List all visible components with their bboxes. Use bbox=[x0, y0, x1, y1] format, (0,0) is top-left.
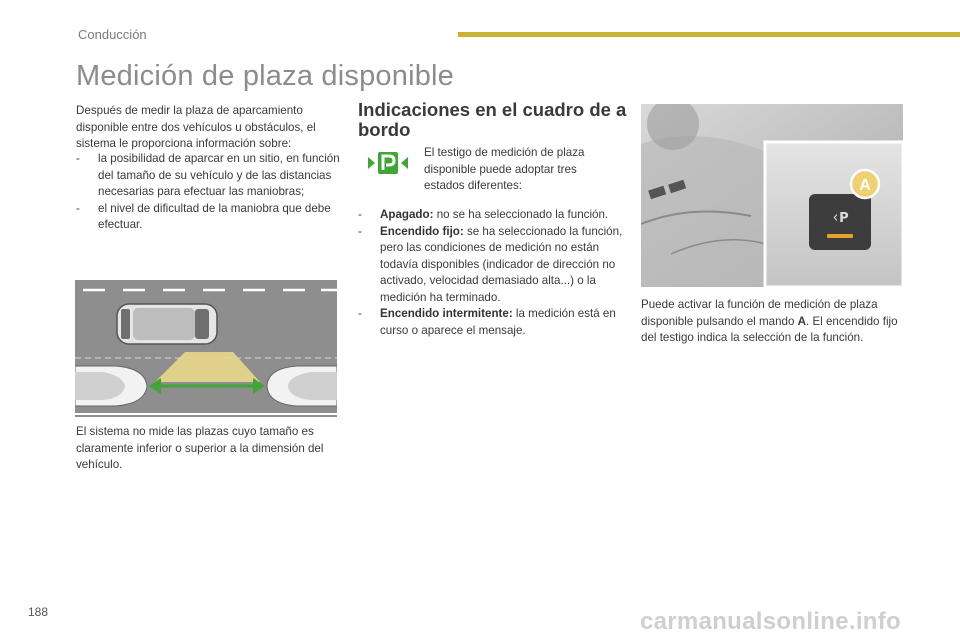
info-list bbox=[76, 151, 344, 234]
state-name: Encendido fijo: bbox=[380, 224, 464, 238]
list-item-text: el nivel de dificultad de la maniobra que debe efectuar. bbox=[98, 201, 331, 231]
list-item-text: la posibilidad de aparcar en un sitio, en función del tamaño de su vehículo y de las distancias necesarias para efectuar las maniobras; bbox=[98, 152, 340, 198]
state-description: la medición está en curso o aparece el mensaje. bbox=[380, 307, 616, 337]
list-item bbox=[358, 224, 626, 307]
state-description: se ha seleccionado la función, pero las condiciones de medición no están todavía disponibles (indicador de dirección no activado, velocidad demasiado alta...) o la medición ha terminado. bbox=[380, 224, 623, 304]
note-paragraph: El sistema no mide las plazas cuyo tamaño es claramente inferior o superior a la dimensión del vehículo. bbox=[76, 425, 324, 471]
park-assist-button-symbol: ᚲP bbox=[831, 211, 849, 226]
section-label: Conducción bbox=[78, 27, 147, 42]
list-item bbox=[76, 201, 344, 234]
state-name: Apagado: bbox=[380, 208, 434, 221]
list-item bbox=[358, 306, 626, 339]
page-title: Medición de plaza disponible bbox=[76, 60, 455, 92]
activation-paragraph bbox=[641, 297, 909, 347]
callout-a-icon bbox=[851, 170, 879, 198]
activation-text: Puede activar la función de medición de plaza disponible pulsando el mando bbox=[641, 298, 878, 328]
list-dash: - bbox=[358, 224, 362, 238]
list-item bbox=[76, 151, 344, 201]
list-dash: - bbox=[76, 152, 80, 165]
states-list bbox=[358, 207, 626, 339]
watermark: carmanualsonline.info bbox=[640, 608, 902, 635]
callout-letter: A bbox=[859, 177, 871, 194]
page-number: 188 bbox=[28, 605, 49, 619]
intro-paragraph: Después de medir la plaza de aparcamiento disponible entre dos vehículos u obstáculos, el sistema le proporciona información sobre: bbox=[76, 104, 316, 150]
list-item bbox=[358, 207, 626, 224]
header-accent-bar bbox=[458, 32, 960, 37]
state-description: no se ha seleccionado la función. bbox=[433, 208, 609, 221]
activation-text-end: . El encendido fijo del testigo indica la selección de la función. bbox=[641, 314, 898, 344]
list-dash: - bbox=[76, 201, 80, 215]
button-reference: A bbox=[797, 314, 807, 328]
zoom-inset bbox=[765, 142, 903, 287]
dashboard-photo bbox=[641, 104, 903, 287]
parked-car-front bbox=[267, 366, 337, 406]
section-heading: Indicaciones en el cuadro de a bordo bbox=[358, 99, 627, 140]
parking-space-diagram bbox=[75, 280, 337, 417]
list-dash: - bbox=[358, 208, 362, 221]
list-dash: - bbox=[358, 307, 362, 320]
parking-space-measurement-icon bbox=[366, 150, 410, 176]
vehicle-top-view bbox=[117, 304, 217, 344]
parked-car-rear bbox=[75, 366, 147, 406]
state-name: Encendido intermitente: bbox=[380, 307, 513, 320]
states-intro: El testigo de medición de plaza disponible puede adoptar tres estados diferentes: bbox=[424, 146, 585, 192]
